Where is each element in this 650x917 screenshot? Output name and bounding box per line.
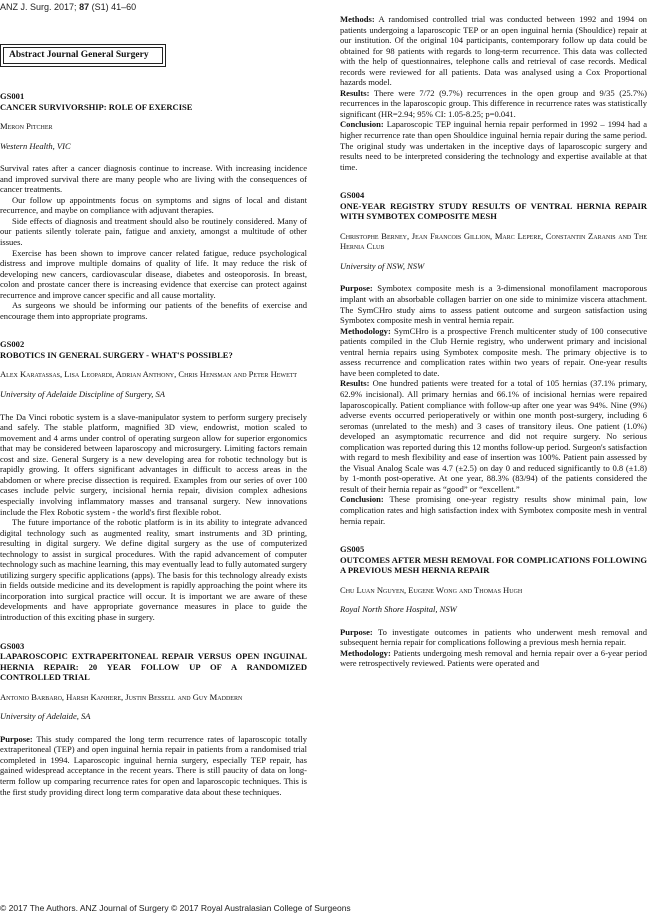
abstract-code: GS004 <box>340 190 365 201</box>
abstract-methods <box>340 14 647 88</box>
methods-text: A randomised controlled trial was conducted between 1992 and 1994 on patients undergoing a laparoscopic TEP or an open inguinal hernia (Shouldice) repair at our institution. Of the original 104 participants, contemporary follow up data could be obtained for 98 patients with regards to long-term recurrence. This data was collected with the help of questionnaires, telephone calls and retrieval of case records. Medical records were reviewed for all patients. Data was analysed using a Cox Proportional hazards model. <box>340 14 647 88</box>
copyright-footer: © 2017 The Authors. ANZ Journal of Surgery © 2017 Royal Australasian College of Surgeons <box>0 903 351 913</box>
abstract-code: GS001 <box>0 91 25 101</box>
abstract-conclusion <box>340 119 647 172</box>
journal-pages: (S1) 41–60 <box>91 2 137 12</box>
results-text: One hundred patients were treated for a total of 105 hernias (37.1% primary, 62.9% incisional). All primary hernias and 66.1% of incisional hernias were repaired laparoscopically. Patient compliance with follow-up after one year was 94%. Nine (9%) adverse events occurred perioperatively or within one month post-surgery, including 6 seromas (unrelated to the mesh) and 3 cases of transitory ileus. One patient (1.0%) developed an asymptomatic recurrence and did not require surgery. No serious complication was reported during this 12 months follow-up period. Surgeon's satisfaction with regard to mesh flexibility and ease of insertion was 100%. Patient pain assessed by the Visual Analog Scale was 4.7 (±2.5) on day 0 and reduced significantly to 0.8 (±1.8) by 1-month post-operative. At one year, 88.3% (83/94) of the patients considered the result of their hernia repair as “good” or “excellent.” <box>340 378 647 494</box>
results-label: Results: <box>340 87 370 98</box>
left-column <box>0 14 307 797</box>
methodology-text: SymCHro is a prospective French multicenter study of 100 consecutive patients compiled in the Club Hernie registry, who underwent primary and incisional ventral hernia repairs using Symbotex composite mesh. The primary objective is to assess recurrence and complication rates within two years of repair. One-year results have been completed to date. <box>340 325 648 378</box>
conclusion-label: Conclusion: <box>340 119 384 130</box>
abstract-gs001 <box>0 91 307 321</box>
abstract-title: OUTCOMES AFTER MESH REMOVAL FOR COMPLICATIONS FOLLOWING A PREVIOUS MESH HERNIA REPAIR <box>340 554 647 576</box>
abstract-title: ONE-YEAR REGISTRY STUDY RESULTS OF VENTRAL HERNIA REPAIR WITH SYMBOTEX COMPOSITE MESH <box>340 200 647 222</box>
abstract-gs002 <box>0 339 307 622</box>
journal-volume: 87 <box>79 2 90 12</box>
methodology-label: Methodology: <box>340 647 391 658</box>
methodology-text: Patients undergoing mesh removal and hernia repair over a 6-year period were retrospectively reviewed. Patients were operated and <box>340 647 648 669</box>
purpose-text: This study compared the long term recurrence rates of laparoscopic totally extraperitoneal (TEP) and open inguinal hernia repair in patients from a randomised trial completed in 1994. Laparoscopic inguinal hernia surgery, especially TEP repair, has gained widespread acceptance in the recent years. There is still paucity of data on long-term follow up comparing recurrence rates for open and laparoscopic techniques. This is the first study providing direct long term comparative data about these techniques. <box>0 733 307 797</box>
conclusion-text: Laparoscopic TEP inguinal hernia repair performed in 1992 – 1994 had a higher recurrence rate than open Shouldice inguinal hernia repair during the same period. The original study was undertaken in the inceptive days of laparoscopic surgery and results need to be interpreted considering the technology and expertise available at that time. <box>340 119 647 172</box>
abstract-purpose <box>340 283 647 325</box>
abstract-results <box>340 378 647 494</box>
abstract-authors: Meron Pitcher <box>0 121 53 132</box>
abstract-paragraph: Side effects of diagnosis and treatment should also be routinely considered. Many of our patients silently tolerate pain, fatigue and anxiety, amongst a multitude of other issues. <box>0 215 307 248</box>
conclusion-label: Conclusion: <box>340 494 384 505</box>
abstract-paragraph: Our follow up appointments focus on symptoms and signs of local and distant recurrence, and maybe on compliance with adjuvant therapies. <box>0 194 307 216</box>
purpose-label: Purpose: <box>340 626 373 637</box>
abstract-purpose <box>0 734 307 797</box>
purpose-text: Symbotex composite mesh is a 3-dimensional monofilament macroporous implant with an absorbable collagen barrier on one side to minimize viscera attachment. The SymCHro study aims to assess patient outcome and surgeon satisfaction using Symbotex composite mesh in ventral hernia repair. <box>340 283 647 326</box>
purpose-label: Purpose: <box>0 733 33 744</box>
abstract-paragraph: The Da Vinci robotic system is a slave-manipulator system to perform surgery precisely and safely. The stable platform, magnified 3D view, endowrist, motion scaled to movement and 4 arms under control of operating surgeon allow for superior ergonomics that may be considered between laparoscopy and microsurgery. Limiting factors remain cost and size. General Surgery is a new developing area for robotic technology but is rapidly growing. It offers significant advantages in difficult to access areas in the abdomen or where precise dissection is required. Examples from our series of over 100 cases include pelvic surgery, incisional hernia repair, division complex adhesions especially involving inflammatory masses and transanal surgery. New innovations include the Flex Robotic system - the world's first flexible robot. <box>0 411 307 517</box>
abstract-results <box>340 88 647 120</box>
methodology-label: Methodology: <box>340 325 391 336</box>
abstract-title: ROBOTICS IN GENERAL SURGERY - WHAT'S POSSIBLE? <box>0 349 233 360</box>
conclusion-text: These promising one-year registry results show minimal pain, low complication rates and high satisfaction index with Symbotex composite mesh in ventral hernia repair. <box>340 494 648 526</box>
abstract-authors: Alex Karatassas, Lisa Leopardi, Adrian Anthony, Chris Hensman and Peter Hewett <box>0 369 298 380</box>
abstract-code: GS003 <box>0 640 25 651</box>
abstract-methodology <box>340 326 647 379</box>
abstract-affiliation: University of NSW, NSW <box>340 260 425 271</box>
abstract-gs005 <box>340 544 647 669</box>
abstract-affiliation: University of Adelaide, SA <box>0 711 91 722</box>
abstract-gs003 <box>0 641 307 798</box>
journal-header <box>0 2 640 12</box>
abstract-authors: Chu Luan Nguyen, Eugene Wong and Thomas Hugh <box>340 584 523 595</box>
abstract-gs003-continued <box>340 14 647 172</box>
methods-label: Methods: <box>340 14 375 24</box>
abstract-code: GS002 <box>0 339 25 350</box>
abstract-title: LAPAROSCOPIC EXTRAPERITONEAL REPAIR VERSUS OPEN INGUINAL HERNIA REPAIR: 20 YEAR FOLLOW UP OF A RANDOMIZED CONTROLLED TRIAL <box>0 651 307 683</box>
abstract-affiliation: Western Health, VIC <box>0 140 71 151</box>
abstract-gs004 <box>340 190 647 526</box>
abstract-code: GS005 <box>340 544 365 555</box>
purpose-text: To investigate outcomes in patients who underwent mesh removal and subsequent hernia repair for complications following a previous mesh hernia repair. <box>340 626 648 648</box>
journal-citation: ANZ J. Surg. 2017; <box>0 2 77 12</box>
abstract-paragraph: Survival rates after a cancer diagnosis continue to increase. With increasing incidence and improved survival there are many people who are living with the consequences of cancer treatments. <box>0 163 307 195</box>
abstract-affiliation: University of Adelaide Discipline of Surgery, SA <box>0 389 165 400</box>
right-column <box>340 14 647 669</box>
abstract-authors: Antonio Barbaro, Harsh Kanhere, Justin Bessell and Guy Maddern <box>0 691 243 702</box>
abstract-methodology <box>340 648 647 669</box>
abstract-paragraph: As surgeons we should be informing our patients of the benefits of exercise and encourage them into appropriate programs. <box>0 300 307 321</box>
abstract-purpose <box>340 627 647 648</box>
results-text: There were 7/72 (9.7%) recurrences in the open group and 9/35 (25.7%) recurrences in the laparoscopic group. This difference in recurrence rates was statistically significant (HR=2.94; 95% CI: 1.05-8.25; p=0.041. <box>340 87 647 119</box>
abstract-paragraph: Exercise has been shown to improve cancer related fatigue, reduce psychological distress and improve multiple domains of quality of life. It may reduce the risk of developing new cancers, cardiovascular disease, diabetes and osteoporosis. In breast, colon and prostate cancer there is increasing evidence that exercise can protect against recurrence and improve cancer specific and all cause mortality. <box>0 247 307 300</box>
abstract-conclusion <box>340 494 647 526</box>
purpose-label: Purpose: <box>340 283 373 294</box>
section-title: Abstract Journal General Surgery <box>3 47 163 64</box>
abstract-affiliation: Royal North Shore Hospital, NSW <box>340 604 457 615</box>
abstract-paragraph: The future importance of the robotic platform is in its ability to integrate advanced digital technology such as augmented reality, smart instruments and 3D printing, resulting in digital surgery. We define digital surgery as the use of computerized technology to assist in surgical procedures. With the rapid advancement of computer technology such as machine learning, this may eventually lead to fully automated surgery utilizing surgery specific applications (apps). The basis for this technology already exists in fields outside medicine and its development is rapidly approaching the point where its incorporation into surgical practice will occur. It is important we are aware of these developments and have appropriate governance measures in place to guide the introduction of this exciting phase in surgery. <box>0 517 307 622</box>
abstract-title: CANCER SURVIVORSHIP: ROLE OF EXERCISE <box>0 101 193 112</box>
results-label: Results: <box>340 378 370 389</box>
abstract-authors: Christophe Berney, Jean Francois Gillion, Marc Lepere, Constantin Zaranis and The Hernia Club <box>340 230 647 252</box>
section-title-box <box>0 44 166 67</box>
